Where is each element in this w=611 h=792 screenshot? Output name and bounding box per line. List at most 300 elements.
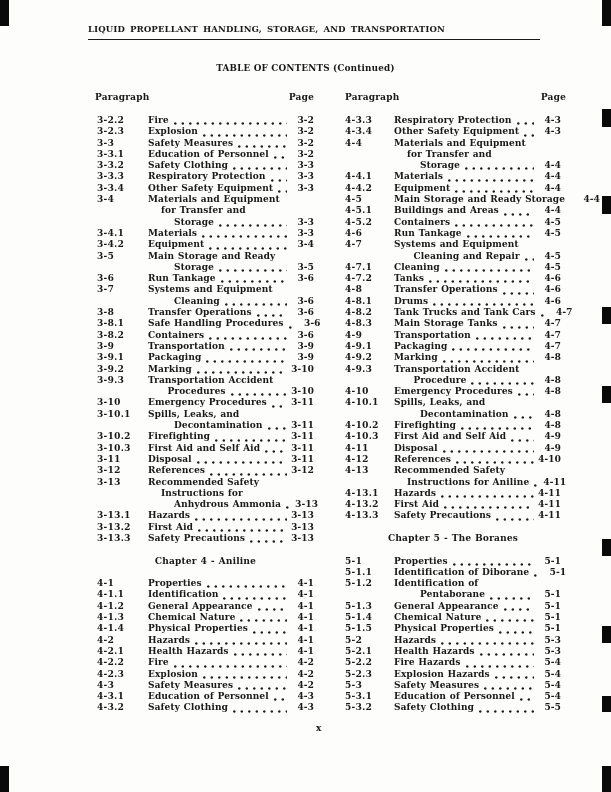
page-number: 4-2	[297, 680, 314, 691]
entry-title: Disposal	[394, 443, 438, 454]
toc-entry	[345, 432, 561, 443]
dot-leader	[197, 371, 287, 374]
toc-column-right	[345, 116, 601, 715]
dot-leader	[286, 506, 291, 509]
entry-title: Materials	[394, 172, 444, 183]
toc-entry	[97, 161, 314, 172]
dot-leader	[253, 631, 287, 634]
dot-leader	[504, 213, 534, 216]
entry-title: Marking	[148, 364, 192, 375]
page-number: 4-1	[297, 579, 314, 590]
entry-title: Tank Trucks and Tank Cars	[394, 308, 536, 319]
entry-title: Materials and Equipment	[148, 195, 280, 206]
paragraph-number: 4-2.2	[97, 658, 125, 669]
page-number: 4-10	[538, 454, 561, 465]
entry-title: Physical Properties	[394, 624, 494, 635]
paragraph-number: 4-7	[345, 240, 363, 251]
entry-title: Explosion	[148, 127, 198, 138]
paragraph-number: 4-2.3	[97, 669, 125, 680]
paragraph-column-header-left: Paragraph	[95, 93, 150, 103]
page-number: 3-2	[297, 116, 314, 126]
page-number: 4-5	[544, 262, 561, 273]
entry-title: Recommended Safety	[148, 477, 260, 488]
dot-leader	[518, 393, 534, 396]
dot-leader	[490, 597, 534, 600]
dot-leader	[461, 427, 534, 430]
scan-mark-right-6	[602, 626, 611, 643]
page-number: 3-3	[297, 217, 314, 228]
entry-title: Physical Properties	[148, 624, 248, 635]
page-number: 4-3	[297, 703, 314, 714]
dot-leader	[265, 450, 287, 453]
page-number: 3-10	[291, 387, 314, 398]
page-number: 5-4	[544, 669, 561, 680]
entry-title: Respiratory Protection	[394, 116, 512, 126]
entry-title: Instructions for Aniline	[407, 477, 530, 488]
paragraph-number: 3-10.2	[97, 432, 131, 443]
entry-title: First Aid and Self Aid	[148, 443, 261, 454]
entry-title: Chemical Nature	[148, 613, 236, 624]
dot-leader	[203, 676, 287, 679]
paragraph-number: 4-4.1	[345, 172, 373, 183]
paragraph-number: 4-9.3	[345, 364, 373, 375]
paragraph-number: 5-1.5	[345, 624, 373, 635]
page-number: 3-11	[291, 432, 314, 443]
page-number: 4-5	[544, 217, 561, 228]
entry-title: Main Storage Tanks	[394, 319, 498, 330]
toc-entry	[345, 444, 561, 455]
page-number: 3-5	[297, 262, 314, 273]
dot-leader	[453, 563, 534, 566]
toc-entry	[345, 229, 561, 240]
dot-leader	[467, 235, 534, 238]
paragraph-number: 4-10.3	[345, 432, 379, 443]
page-number: 3-11	[291, 454, 314, 465]
toc-entry	[97, 602, 314, 613]
toc-entry	[345, 331, 561, 342]
toc-entry	[97, 692, 314, 703]
paragraph-number: 3-13.3	[97, 533, 131, 544]
page-number: 4-11	[538, 511, 561, 522]
dot-leader	[525, 258, 534, 261]
toc-entry	[97, 319, 321, 330]
toc-entry	[345, 387, 561, 398]
toc-entry	[97, 477, 319, 512]
paragraph-number: 4-4.2	[345, 183, 373, 194]
dot-leader	[480, 653, 534, 656]
toc-entry	[345, 658, 561, 669]
toc-entry	[97, 511, 314, 522]
dot-leader	[174, 665, 287, 668]
dot-leader	[272, 405, 287, 408]
page-number: 4-5	[544, 251, 561, 262]
page-number: 4-7	[544, 341, 561, 352]
dot-leader	[233, 710, 287, 713]
entry-title: for Transfer and	[407, 149, 492, 160]
toc-entry	[345, 421, 561, 432]
entry-title: Transportation	[394, 330, 471, 341]
entry-title: Fire Hazards	[394, 658, 461, 669]
entry-title: General Appearance	[148, 601, 253, 612]
paragraph-number: 4-1.2	[97, 601, 125, 612]
entry-title: Spills, Leaks, and	[148, 409, 240, 420]
dot-leader	[202, 235, 287, 238]
dot-leader	[429, 280, 534, 283]
toc-entry	[345, 139, 561, 173]
toc-entry	[345, 636, 561, 647]
paragraph-number: 5-1.1	[345, 567, 373, 578]
toc-entry	[345, 274, 561, 285]
entry-title: Main Storage and Ready Storage	[394, 195, 566, 206]
page-number: 5-1	[544, 556, 561, 567]
chapter-heading: Chapter 4 - Aniline	[154, 556, 257, 567]
entry-title: Equipment	[148, 240, 205, 251]
paragraph-number: 4-8.3	[345, 319, 373, 330]
entry-title: Main Storage and Ready	[148, 251, 276, 262]
entry-title: Safety Clothing	[394, 703, 474, 714]
page-number: 3-11	[291, 398, 314, 409]
dot-leader	[443, 450, 534, 453]
dot-leader	[198, 529, 287, 532]
entry-title: Properties	[394, 556, 448, 567]
page-number: 5-5	[544, 703, 561, 714]
page-number: 4-7	[544, 319, 561, 330]
paragraph-number: 4-3.3	[345, 116, 373, 126]
toc-entry	[345, 489, 561, 500]
entry-title: Transportation	[148, 341, 225, 352]
paragraph-number: 4-13	[345, 466, 369, 477]
entry-title: Run Tankage	[148, 274, 216, 285]
page-number: 3-9	[297, 341, 314, 352]
paragraph-number: 4-10.2	[345, 421, 379, 432]
toc-entry	[345, 365, 561, 388]
page-number: 3-2	[297, 149, 314, 160]
dot-leader	[503, 292, 534, 295]
dot-leader	[195, 642, 287, 645]
page-number: 3-2	[297, 127, 314, 138]
entry-title: Storage	[420, 161, 460, 172]
scan-mark-right-1	[602, 109, 611, 127]
dot-leader	[219, 269, 287, 272]
toc-entry	[97, 410, 314, 433]
entry-title: Decontamination	[174, 421, 263, 432]
dot-leader	[444, 506, 534, 509]
entry-title: Other Safety Equipment	[148, 183, 274, 194]
page-number: 4-1	[297, 590, 314, 601]
paragraph-number: 4-4	[345, 138, 363, 149]
entry-title: Respiratory Protection	[148, 172, 266, 183]
dot-leader	[238, 687, 287, 690]
page-number: 4-6	[544, 285, 561, 296]
page-number: 4-5	[544, 228, 561, 239]
page-number: 4-11	[538, 488, 561, 499]
page-number: 4-9	[544, 443, 561, 454]
entry-title: Materials and Equipment	[394, 138, 526, 149]
entry-title: Emergency Procedures	[394, 387, 513, 398]
entry-title: Transfer Operations	[394, 285, 498, 296]
dot-leader	[455, 224, 534, 227]
dot-leader	[517, 122, 534, 125]
entry-title: Hazards	[394, 488, 437, 499]
paragraph-number: 5-2	[345, 635, 363, 646]
entry-title: Identification	[148, 590, 219, 601]
toc-entry	[345, 567, 567, 579]
entry-title: Safety Measures	[394, 680, 480, 691]
toc-entry	[345, 127, 561, 138]
toc-entry	[345, 703, 561, 714]
page-column-header-right: Page	[540, 93, 566, 103]
toc-entry	[345, 692, 561, 703]
dot-leader	[471, 382, 534, 385]
paragraph-number: 3-5	[97, 251, 115, 262]
page-number: 5-1	[549, 567, 567, 578]
toc-entry	[345, 624, 561, 635]
toc-entry	[345, 285, 561, 296]
toc-entry	[345, 195, 601, 206]
paragraph-number: 3-10.3	[97, 443, 131, 454]
toc-entry	[345, 613, 561, 624]
paragraph-number: 4-9.1	[345, 341, 373, 352]
page-number: 4-1	[297, 601, 314, 612]
toc-entry	[345, 670, 561, 681]
page-number: 5-3	[544, 635, 561, 646]
toc-entry	[345, 511, 561, 522]
paragraph-number: 5-1.4	[345, 613, 373, 624]
dot-leader	[445, 269, 534, 272]
page-number: 4-6	[544, 274, 561, 285]
page-number: 3-9	[297, 353, 314, 364]
page-number: 4-3	[544, 127, 561, 138]
dot-leader	[570, 201, 573, 204]
entry-title: Cleaning	[394, 262, 440, 273]
toc-entry	[345, 116, 561, 127]
page-number: 4-4	[544, 183, 561, 194]
paragraph-number: 5-1	[345, 556, 363, 567]
entry-title: Hazards	[148, 511, 191, 522]
dot-leader	[258, 608, 287, 611]
page-number: 4-4	[583, 195, 601, 206]
entry-title: Storage	[174, 217, 214, 228]
page-number: 4-3	[297, 692, 314, 703]
paragraph-number: 3-4.2	[97, 240, 125, 251]
dot-leader	[206, 360, 287, 363]
dot-leader	[209, 337, 287, 340]
entry-title: Health Hazards	[394, 646, 475, 657]
toc-entry	[97, 240, 314, 251]
dot-leader	[250, 540, 287, 543]
toc-entry	[97, 590, 314, 601]
paragraph-number: 3-3.1	[97, 149, 125, 160]
dot-leader	[268, 427, 288, 430]
running-head-title: LIQUID PROPELLANT HANDLING, STORAGE, AND TRANSPORTATION	[88, 25, 540, 40]
entry-title: First Aid	[394, 500, 440, 511]
entry-title: for Transfer and	[161, 206, 246, 217]
entry-title: Systems and Equipment	[394, 240, 519, 251]
page-number: 4-8	[544, 375, 561, 386]
toc-entry	[345, 172, 561, 183]
dot-leader	[541, 314, 546, 317]
toc-entry	[345, 353, 561, 364]
paragraph-number: 3-10.1	[97, 409, 131, 420]
paragraph-number: 3-8	[97, 308, 115, 319]
paragraph-number: 3-6	[97, 274, 115, 285]
scan-mark-right-2	[602, 196, 611, 214]
page-column-header-left: Page	[288, 93, 314, 103]
entry-title: Safety Clothing	[148, 161, 228, 172]
page-number: 4-1	[297, 624, 314, 635]
page-number: 5-4	[544, 680, 561, 691]
paragraph-number: 3-13.1	[97, 511, 131, 522]
entry-title: Decontamination	[420, 409, 509, 420]
paragraph-number: 5-1.2	[345, 579, 373, 590]
entry-title: References	[148, 466, 206, 477]
entry-title: Education of Personnel	[394, 692, 515, 703]
entry-title: Safety Measures	[148, 138, 234, 149]
paragraph-number: 3-3.3	[97, 172, 125, 183]
entry-title: Buildings and Areas	[394, 206, 499, 217]
dot-leader	[197, 461, 287, 464]
page-number: 4-4	[544, 172, 561, 183]
page-number: 3-13	[291, 511, 314, 522]
toc-entry	[97, 139, 314, 150]
dot-leader	[520, 698, 534, 701]
paragraph-number: 4-1.4	[97, 624, 125, 635]
paragraph-number: 3-3.2	[97, 161, 125, 172]
entry-title: Safety Precautions	[148, 533, 246, 544]
toc-entry	[97, 127, 314, 138]
paragraph-number: 4-5.2	[345, 217, 373, 228]
page-number: 4-7	[544, 330, 561, 341]
toc-entry	[97, 432, 314, 443]
scan-mark-bottom-left	[0, 766, 9, 792]
page-number: 3-3	[297, 161, 314, 172]
toc-entry	[345, 557, 561, 568]
page-number: 5-4	[544, 692, 561, 703]
dot-leader	[504, 608, 534, 611]
dot-leader	[534, 574, 539, 577]
scan-mark-right-5	[602, 539, 611, 556]
entry-title: Recommended Safety	[394, 466, 506, 477]
entry-title: Safety Clothing	[148, 703, 228, 714]
toc-entry	[97, 285, 314, 308]
entry-title: Cleaning	[174, 296, 220, 307]
page-number: 3-6	[297, 296, 314, 307]
dot-leader	[238, 145, 287, 148]
page-number: 3-11	[291, 443, 314, 454]
scan-mark-right-3	[602, 307, 611, 324]
entry-title: Procedure	[413, 375, 467, 386]
entry-title: Identification of	[394, 579, 479, 590]
toc-entry	[345, 263, 561, 274]
entry-title: Chemical Nature	[394, 613, 482, 624]
entry-title: First Aid	[148, 522, 194, 533]
toc-entry	[345, 240, 561, 263]
toc-entry	[97, 398, 314, 409]
entry-title: Drums	[394, 296, 429, 307]
toc-entry	[97, 681, 314, 692]
entry-title: Emergency Procedures	[148, 398, 267, 409]
entry-title: Other Safety Equipment	[394, 127, 520, 138]
page-number: 4-2	[297, 658, 314, 669]
entry-title: Storage	[174, 262, 214, 273]
entry-title: Packaging	[394, 341, 448, 352]
dot-leader	[484, 687, 534, 690]
paragraph-number: 3-3	[97, 138, 115, 149]
toc-entry	[97, 150, 314, 161]
toc-entry	[97, 342, 314, 353]
page-number: 4-7	[555, 308, 573, 319]
toc-entry	[345, 218, 561, 229]
entry-title: Cleaning and Repair	[413, 251, 520, 262]
dot-leader	[455, 190, 534, 193]
paragraph-number: 3-13.2	[97, 522, 131, 533]
paragraph-number: 4-9.2	[345, 353, 373, 364]
paragraph-number: 5-2.3	[345, 669, 373, 680]
toc-entry	[97, 444, 314, 455]
toc-entry	[97, 466, 314, 477]
entry-title: Hazards	[148, 635, 191, 646]
toc-entry	[345, 579, 561, 602]
dot-leader	[195, 518, 287, 521]
entry-title: Disposal	[148, 454, 192, 465]
dot-leader	[207, 585, 287, 588]
page-number: 3-3	[297, 183, 314, 194]
paragraph-number: 3-2.2	[97, 116, 125, 126]
dot-leader	[233, 167, 287, 170]
page-number: 3-12	[291, 466, 314, 477]
entry-title: Safety Precautions	[394, 511, 492, 522]
paragraph-number: 3-9.3	[97, 375, 125, 386]
dot-leader	[240, 619, 287, 622]
entry-title: Identification of Diborane	[394, 567, 530, 578]
page-number: 3-13	[291, 522, 314, 533]
page-number: 4-11	[538, 500, 561, 511]
entry-title: Spills, Leaks, and	[394, 398, 486, 409]
dot-leader	[495, 676, 534, 679]
page-number: 3-6	[297, 274, 314, 285]
entry-title: Education of Personnel	[148, 149, 269, 160]
entry-title: Packaging	[148, 353, 202, 364]
entry-title: Containers	[148, 330, 205, 341]
toc-entry	[97, 455, 314, 466]
paragraph-number: 4-9	[345, 330, 363, 341]
paragraph-number: 3-11	[97, 454, 121, 465]
toc-entry	[97, 172, 314, 183]
toc-entry	[345, 466, 567, 489]
paragraph-number: 5-2.2	[345, 658, 373, 669]
toc-entry	[345, 500, 561, 511]
page-number: 3-10	[291, 364, 314, 375]
entry-title: Hazards	[394, 635, 437, 646]
dot-leader	[479, 710, 534, 713]
entry-title: Transportation Accident	[148, 375, 274, 386]
dot-leader	[496, 518, 534, 521]
page-number: 5-1	[544, 613, 561, 624]
paragraph-number: 3-9.1	[97, 353, 125, 364]
dot-leader	[456, 461, 534, 464]
toc-entry	[345, 297, 561, 308]
paragraph-number: 4-11	[345, 443, 369, 454]
paragraph-number: 4-10.1	[345, 398, 379, 409]
page-number: 3-3	[297, 228, 314, 239]
dot-leader	[443, 360, 534, 363]
paragraph-number: 5-1.3	[345, 601, 373, 612]
dot-leader	[511, 439, 534, 442]
entry-title: Procedures	[167, 387, 226, 398]
page-number: 5-3	[544, 646, 561, 657]
paragraph-number: 3-9.2	[97, 364, 125, 375]
page-number: 4-1	[297, 635, 314, 646]
